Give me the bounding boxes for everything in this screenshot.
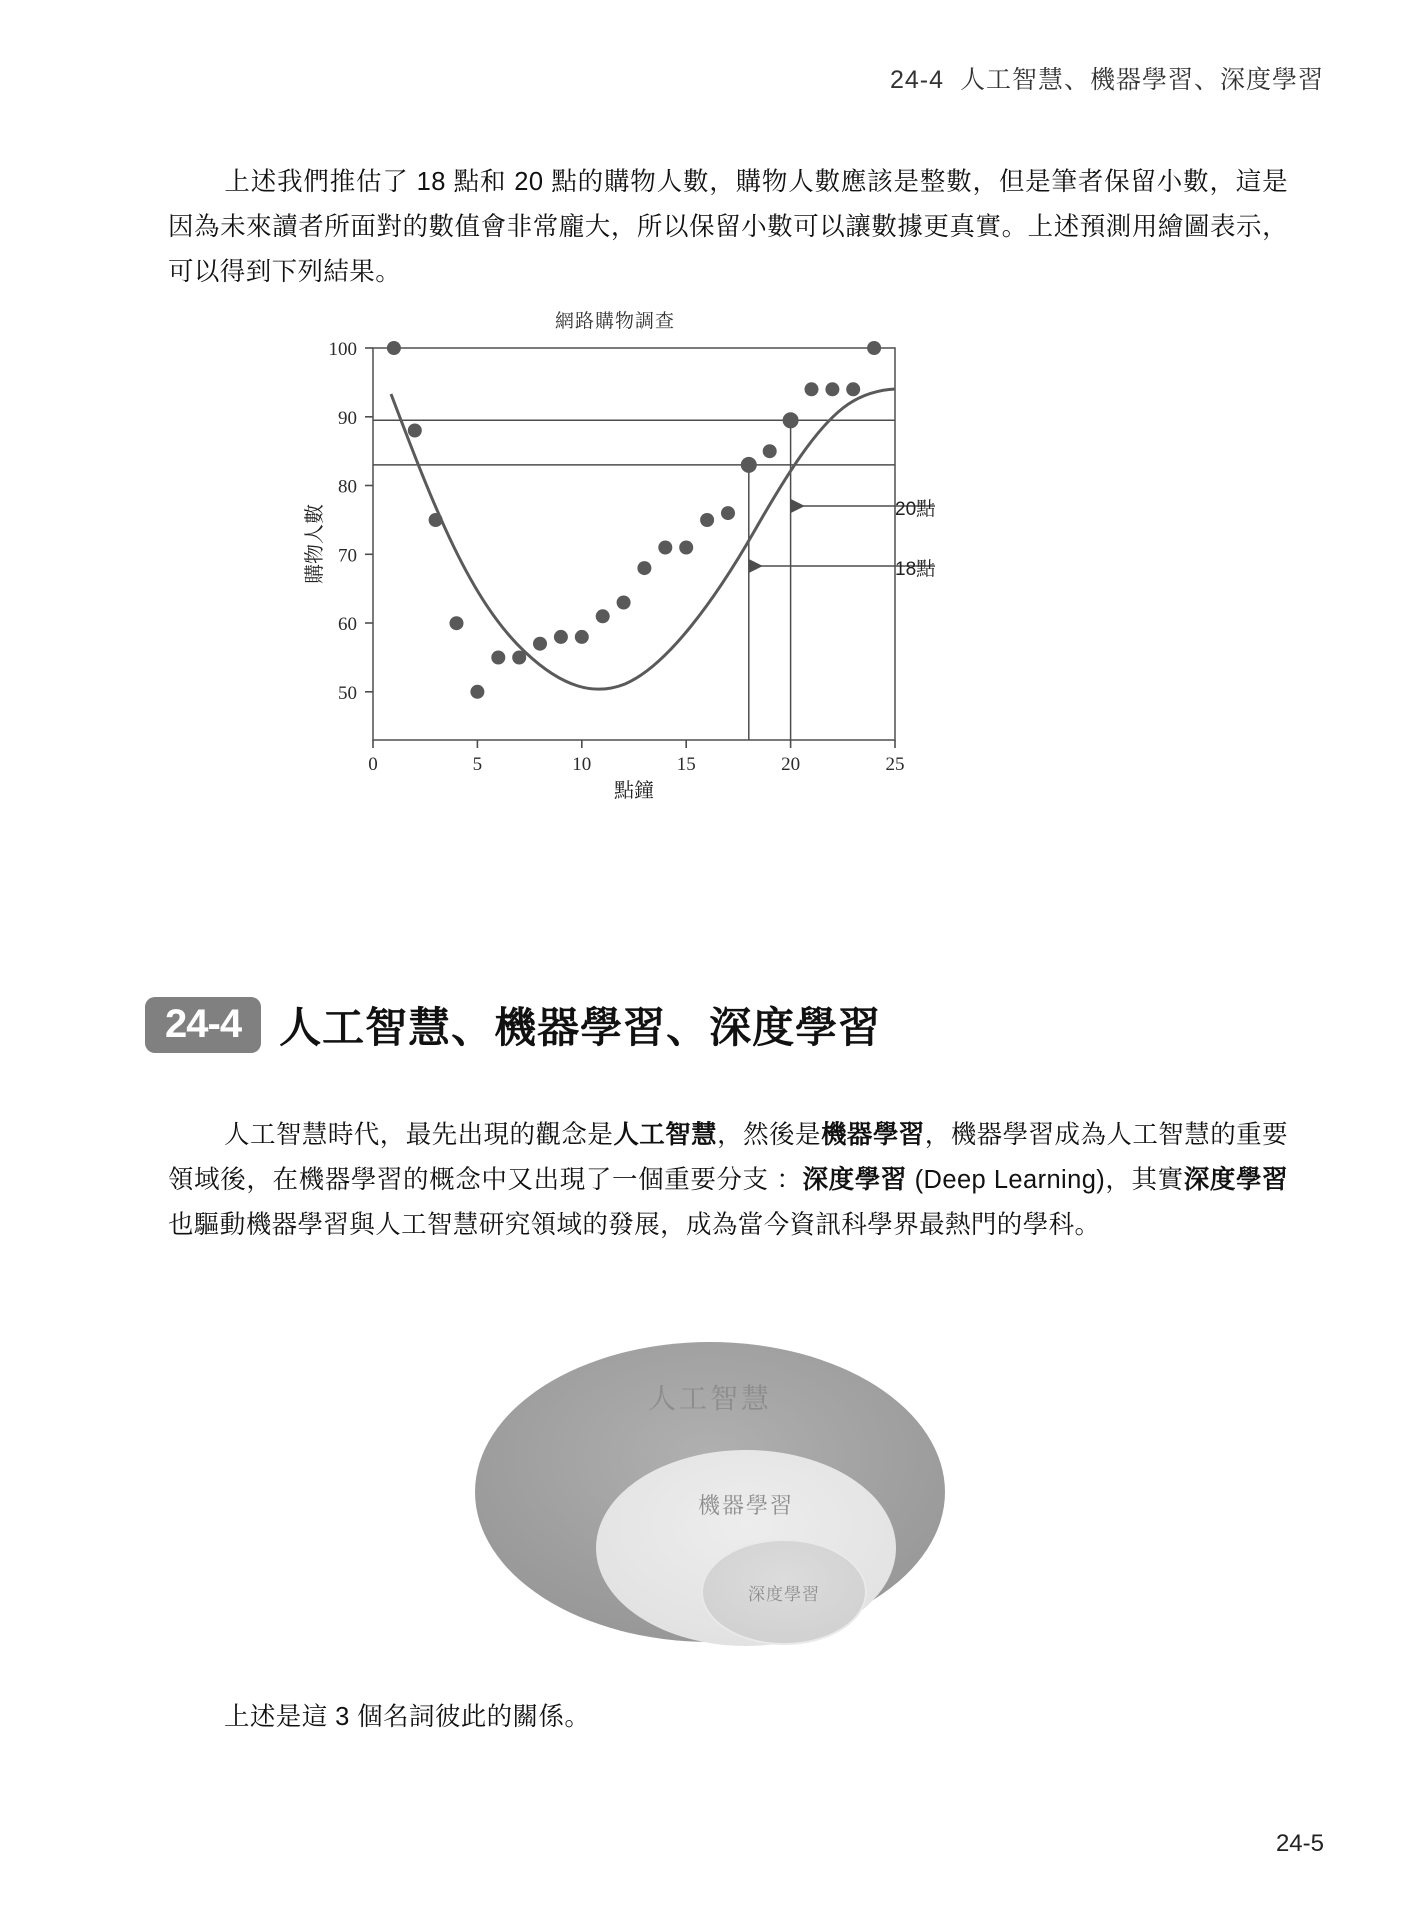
data-point <box>658 541 672 555</box>
chart-title: 網路購物調查 <box>554 311 675 332</box>
page-running-header <box>890 60 1324 96</box>
y-tick-50: 50 <box>338 682 357 704</box>
ai-ml-dl-venn-diagram <box>340 1320 1080 1680</box>
venn-label-ai: 人工智慧 <box>647 1383 773 1414</box>
data-point <box>596 609 610 623</box>
page-number-footer: 24-5 <box>1275 1830 1324 1857</box>
y-axis-ticks <box>365 348 373 692</box>
data-point-18 <box>741 457 757 473</box>
y-tick-70: 70 <box>338 545 357 567</box>
paragraph-intro <box>168 160 1288 295</box>
x-tick-25: 25 <box>885 754 905 775</box>
annotation-label-18: 18點 <box>895 559 936 580</box>
p2-seg-e: ，機器學習成為人工智慧的重要領域後，在機器學習的概念中又出現了一個重要分支 ： <box>168 1121 1289 1194</box>
data-point <box>450 616 464 630</box>
paragraph-closing <box>168 1695 1288 1740</box>
shopping-survey-chart <box>295 300 935 800</box>
y-tick-100: 100 <box>328 339 357 360</box>
data-point <box>700 513 714 527</box>
p2-seg-c: ，然後是 <box>717 1121 821 1149</box>
paragraph-ai-intro <box>168 1113 1288 1248</box>
section-number-badge: 24-4 <box>145 997 261 1053</box>
x-axis-ticks <box>373 740 895 748</box>
y-axis-tick-labels <box>329 339 358 704</box>
data-point <box>679 541 693 555</box>
p2-term-ai: 人工智慧 <box>613 1121 718 1149</box>
x-tick-15: 15 <box>676 754 696 775</box>
data-point <box>637 561 651 575</box>
data-point <box>617 596 631 610</box>
p2-term-ml: 機器學習 <box>820 1121 925 1149</box>
y-tick-80: 80 <box>338 476 357 498</box>
data-point <box>429 513 443 527</box>
paragraph-intro-text: 上述我們推估了 18 點和 20 點的購物人數，購物人數應該是整數，但是筆者保留小數，這是因為未來讀者所面對的數值會非常龐大，所以保留小數可以讓數據更真實。上述預測用繪圖表示，可以得到下列結果。 <box>168 168 1288 286</box>
x-tick-10: 10 <box>572 754 592 775</box>
data-point-20 <box>783 412 799 428</box>
data-point <box>763 444 777 458</box>
p2-seg-i: 也驅動機器學習與人工智慧研究領域的發展，成為當今資訊科學界最熱門的學科。 <box>168 1211 1101 1239</box>
x-axis-label: 點鐘 <box>614 780 654 800</box>
venn-canvas <box>340 1320 1080 1680</box>
p2-seg-g: (Deep Learning)，其實 <box>906 1166 1184 1194</box>
data-point <box>470 685 484 699</box>
x-tick-0: 0 <box>368 754 378 775</box>
data-point <box>387 341 401 355</box>
x-axis-tick-labels <box>368 754 904 775</box>
data-point <box>554 630 568 644</box>
x-tick-20: 20 <box>781 754 801 775</box>
data-point <box>805 382 819 396</box>
paragraph-closing-text: 上述是這 3 個名詞彼此的關係。 <box>224 1703 591 1731</box>
data-point <box>846 382 860 396</box>
y-axis-label: 購物人數 <box>304 504 326 584</box>
p2-term-dl: 深度學習 <box>802 1166 907 1194</box>
data-point <box>721 506 735 520</box>
data-point <box>491 651 505 665</box>
header-section-title: 人工智慧、機器學習、深度學習 <box>959 66 1324 94</box>
venn-label-ml: 機器學習 <box>697 1493 795 1518</box>
data-point <box>512 651 526 665</box>
section-heading <box>145 995 881 1055</box>
p2-term-dl-2: 深度學習 <box>1183 1166 1288 1194</box>
annotation-label-20: 20點 <box>895 499 936 520</box>
venn-label-dl: 深度學習 <box>748 1585 820 1604</box>
p2-seg-a: 人工智慧時代，最先出現的觀念是 <box>224 1121 614 1149</box>
header-section-number: 24-4 <box>889 66 944 94</box>
chart-canvas <box>295 300 935 800</box>
data-point <box>533 637 547 651</box>
y-tick-90: 90 <box>338 407 357 429</box>
data-point <box>867 341 881 355</box>
data-point <box>575 630 589 644</box>
section-title-text: 人工智慧、機器學習、深度學習 <box>279 1004 882 1051</box>
data-point <box>408 424 422 438</box>
x-tick-5: 5 <box>472 754 483 775</box>
data-point <box>825 382 839 396</box>
y-tick-60: 60 <box>338 614 357 635</box>
